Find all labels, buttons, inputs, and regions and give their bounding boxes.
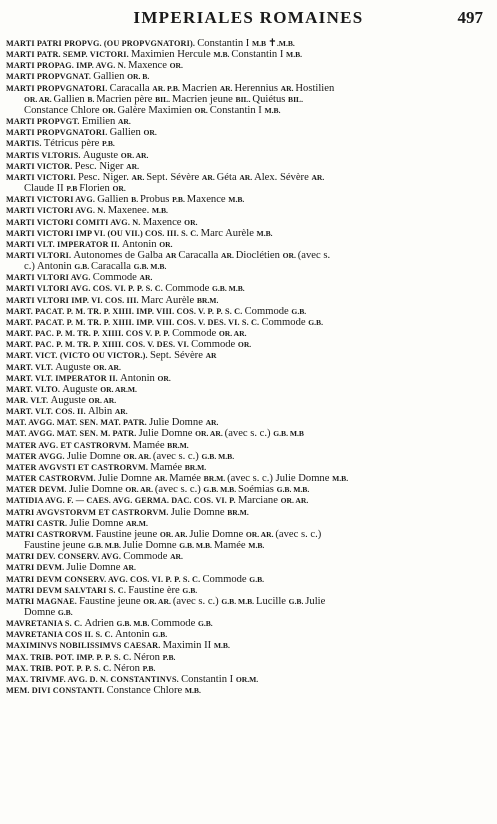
metal-code: AR. xyxy=(123,563,136,573)
entry-line xyxy=(6,239,489,250)
attribution-text: Maxence xyxy=(142,216,185,228)
attribution-text: (avec s. c.) Julie Domne xyxy=(227,473,333,485)
attribution-text: Antonin xyxy=(120,372,158,384)
metal-code: OR. AR. xyxy=(24,94,54,104)
metal-code: G.B. xyxy=(308,317,324,327)
attribution-text: Adrien xyxy=(84,618,117,630)
entry-line xyxy=(6,116,489,127)
attribution-text: Sept. Sévère xyxy=(149,350,206,362)
entry-line xyxy=(6,495,489,506)
entry-line xyxy=(6,49,489,60)
metal-code: G.B. xyxy=(152,630,168,640)
metal-code: G.B. M.B. xyxy=(179,541,214,551)
entry-line xyxy=(6,428,489,439)
metal-code: AR. xyxy=(170,552,183,562)
attribution-text: Mamée xyxy=(132,439,168,451)
attribution-text: Lucille xyxy=(255,595,289,607)
legend-text: MARTI PROPAG. IMP. AVG. N. xyxy=(6,61,129,71)
legend-text: MATER CASTRORVM. xyxy=(6,474,98,484)
entry-continuation xyxy=(6,94,489,105)
legend-text: MART. PAC. P. M. TR. P. XIIII. COS. V. DES. VI. xyxy=(6,340,192,350)
legend-text: MARTI VLTORI AVG. xyxy=(6,273,93,283)
entry-line xyxy=(6,250,489,261)
legend-text: MAX. TRIB. POT. P. P. S. C. xyxy=(6,663,114,673)
metal-code: M.B. xyxy=(213,50,232,60)
page-title: IMPERIALES ROMAINES xyxy=(133,8,364,27)
entries-list xyxy=(6,38,489,696)
legend-text: MATRI AVGVSTORVM ET CASTRORVM. xyxy=(6,507,171,517)
metal-code: OR. xyxy=(102,105,118,115)
metal-code: OR. AR. xyxy=(88,396,117,405)
entry-line xyxy=(6,194,489,205)
entry-line xyxy=(6,71,489,82)
attribution-text: Mamée xyxy=(169,473,204,485)
attribution-text: (avec s. c.) xyxy=(275,528,322,540)
legend-text: MARTI VLTORI. xyxy=(6,250,74,260)
metal-code: M.B. xyxy=(248,541,265,551)
metal-code: OR. AR.M. xyxy=(100,384,137,394)
entry-line xyxy=(6,138,489,149)
entry-line xyxy=(6,440,489,451)
entry-line xyxy=(6,451,489,462)
metal-code: OR. AR. xyxy=(245,529,276,539)
metal-code: G.B. M.B. xyxy=(116,619,152,629)
legend-text: MARTI VICTORI AVG. N. xyxy=(6,206,108,216)
metal-code: OR. xyxy=(194,105,210,115)
attribution-text: Julie Domne xyxy=(66,562,124,574)
legend-text: MART. PACAT. P. M. TR. P. XIIII. IMP. VIII. COS. V. P. P. S. C. xyxy=(6,306,245,316)
entry-line xyxy=(6,473,489,484)
attribution-text: Albin xyxy=(88,406,115,418)
entry-line xyxy=(6,596,489,607)
legend-text: MARTI PROPVGT. xyxy=(6,117,82,127)
entry-line xyxy=(6,38,489,49)
attribution-text: c.) Antonin xyxy=(24,261,75,273)
attribution-text: Herennius xyxy=(234,82,281,94)
legend-text: MART. VLT. xyxy=(6,362,56,372)
attribution-text: Julie Domne xyxy=(69,517,126,529)
metal-code: G.B. M.B. xyxy=(276,485,310,495)
metal-code: G.B. M.B. xyxy=(133,262,167,272)
attribution-text: Macrien père xyxy=(96,93,156,105)
metal-code: G.B. M.B. xyxy=(201,451,235,461)
metal-code: OR. AR. xyxy=(195,429,225,439)
attribution-text: Constantin I xyxy=(197,38,252,49)
legend-text: MAXIMINVS NOBILISSIMVS CAESAR. xyxy=(6,641,163,651)
metal-code: G.B. M.B xyxy=(273,429,305,439)
legend-text: MATRI CASTR. xyxy=(6,518,70,528)
attribution-text: Julie Domne xyxy=(170,506,228,518)
metal-code: AR. xyxy=(126,161,139,171)
metal-code: AR. xyxy=(201,172,217,182)
entry-line xyxy=(6,507,489,518)
entry-line xyxy=(6,663,489,674)
legend-text: MARTI VLTORI AVG. COS. VI. P. P. S. C. xyxy=(6,284,166,294)
metal-code: BR.M. xyxy=(227,507,249,517)
attribution-text: Commode xyxy=(191,339,238,351)
metal-code: P.B xyxy=(66,184,80,194)
metal-code: AR. xyxy=(205,418,219,428)
metal-code: M.B. xyxy=(286,50,303,60)
metal-code: OR. xyxy=(157,373,171,383)
entry-line xyxy=(6,373,489,384)
attribution-text: Julie Domne xyxy=(138,428,196,440)
metal-code: AR xyxy=(165,250,179,260)
entry-continuation xyxy=(6,261,489,272)
attribution-text: Macrien jeune xyxy=(171,93,236,105)
attribution-text: Antonin xyxy=(115,629,153,641)
legend-text: MART. VICT. (VICTO OU VICTOR.). xyxy=(6,351,150,361)
metal-code: BR.M. xyxy=(167,440,189,450)
metal-code: AR. P.B. xyxy=(152,83,182,93)
metal-code: AR. xyxy=(139,273,153,283)
entry-line xyxy=(6,362,489,373)
attribution-text: Maximin II xyxy=(162,640,214,652)
entry-line xyxy=(6,150,489,161)
attribution-text: Auguste xyxy=(82,149,121,161)
entry-line xyxy=(6,529,489,540)
entry-line xyxy=(6,562,489,573)
attribution-text: Dioclétien xyxy=(235,249,283,261)
attribution-text: Constance Chlore xyxy=(24,104,103,116)
metal-code: AR. xyxy=(239,172,255,182)
legend-text: MART. PAC. P. M. TR. P. XIIII. COS V. P. P. xyxy=(6,329,173,339)
attribution-text: Pesc. Niger. xyxy=(77,171,132,183)
metal-code: G.B. M.B. xyxy=(203,485,239,495)
metal-code: M.B. xyxy=(256,228,273,238)
legend-text: MARTI VICTORI IMP VI. (OU VII.) COS. III. S. C. xyxy=(6,228,201,238)
metal-code: M.B. xyxy=(213,641,230,651)
metal-code: BIL. xyxy=(288,94,304,104)
attribution-text: Maxence xyxy=(128,60,170,72)
legend-text: MATRI MAGNAE. xyxy=(6,596,80,606)
entry-line xyxy=(6,83,489,94)
metal-code: AR. xyxy=(117,117,131,127)
metal-code: M.B. xyxy=(184,686,201,696)
metal-code: OR. AR. xyxy=(280,496,309,506)
metal-code: OR. xyxy=(143,128,157,138)
entry-line xyxy=(6,462,489,473)
metal-code: .M.B. xyxy=(276,39,295,48)
attribution-text: Probus xyxy=(140,194,173,206)
attribution-text: Marc Aurèle xyxy=(140,294,197,306)
entry-line xyxy=(6,652,489,663)
entry-line xyxy=(6,127,489,138)
entry-line xyxy=(6,518,489,529)
legend-text: MARTI PROPVGNATORI. xyxy=(6,128,110,138)
entry-line xyxy=(6,283,489,294)
legend-text: MATIDIA AVG. F. — CAES. AVG. GERMA. DAC. COS. VI. P. xyxy=(6,496,238,506)
metal-code: G.B. xyxy=(288,596,306,606)
attribution-text: Caracalla xyxy=(178,249,222,261)
entry-continuation xyxy=(6,607,489,618)
entry-line xyxy=(6,685,489,696)
attribution-text: Commode xyxy=(92,272,140,284)
metal-code: OR. B. xyxy=(127,72,150,82)
attribution-text: Constance Chlore xyxy=(106,685,185,697)
legend-text: MARTI PATR. SEMP. VICTORI. xyxy=(6,50,131,60)
attribution-text: Julie Domne xyxy=(66,450,124,462)
metal-code: OR. xyxy=(169,61,183,71)
attribution-text: Mamée xyxy=(213,540,249,552)
metal-code: AR. xyxy=(221,250,236,260)
attribution-text: Marc Aurèle xyxy=(200,227,257,239)
entry-line xyxy=(6,629,489,640)
metal-code: OR. AR. xyxy=(120,150,149,160)
entry-line xyxy=(6,161,489,172)
attribution-text: Autonomes de Galba xyxy=(73,249,166,261)
legend-text: MATRI CASTRORVM. xyxy=(6,529,96,539)
attribution-text: Maxenee. xyxy=(107,205,152,217)
legend-text: MARTI PROPVGNATORI. xyxy=(6,83,110,93)
entry-line xyxy=(6,574,489,585)
entry-continuation xyxy=(6,540,489,551)
attribution-text: (avec s. xyxy=(297,249,331,261)
legend-text: MATER AVG. ET CASTRORVM. xyxy=(6,440,133,450)
legend-text: MARTIS VLTORIS. xyxy=(6,150,83,160)
legend-text: MARTIS. xyxy=(6,139,44,149)
entry-line xyxy=(6,295,489,306)
metal-code: M.B. xyxy=(151,206,168,216)
legend-text: MARTI VICTORI. xyxy=(6,172,78,182)
attribution-text: Constantin I xyxy=(231,49,287,61)
attribution-text: Commode xyxy=(244,305,292,317)
metal-code: OR. AR. xyxy=(93,362,121,372)
entry-line xyxy=(6,205,489,216)
metal-code: BR.M. xyxy=(184,462,207,472)
attribution-text: Macrien xyxy=(181,82,220,94)
legend-text: MART. VLT. IMPERATOR II. xyxy=(6,373,121,383)
entry-line xyxy=(6,317,489,328)
metal-code: G.B. M.B. xyxy=(221,596,256,606)
attribution-text: Hostilien xyxy=(295,82,335,94)
attribution-text: Commode xyxy=(165,283,212,295)
entry-continuation xyxy=(6,105,489,116)
attribution-text: Gallien xyxy=(93,71,128,83)
legend-text: MAT. AVGG. MAT. SEN. MAT. PATR. xyxy=(6,418,150,428)
metal-code: G.B. M.B. xyxy=(212,284,245,294)
metal-code: BR.M. xyxy=(203,474,228,484)
attribution-text: Julie xyxy=(305,595,326,607)
metal-code: BR.M. xyxy=(196,295,219,305)
attribution-text: Pesc. Niger xyxy=(74,160,127,172)
metal-code: OR. AR. xyxy=(143,596,173,606)
metal-code: OR. AR. xyxy=(125,485,155,495)
entry-line xyxy=(6,585,489,596)
attribution-text: Sept. Sévère xyxy=(146,171,202,183)
entry-line xyxy=(6,640,489,651)
attribution-text: Auguste xyxy=(62,383,101,395)
attribution-text: Galère Maximien xyxy=(117,104,195,116)
metal-code: M.B. xyxy=(264,105,281,115)
metal-code: BIL. xyxy=(235,94,253,104)
attribution-text: (avec s. c.) xyxy=(154,484,204,496)
entry-line xyxy=(6,674,489,685)
attribution-text: Tétricus père xyxy=(43,138,103,150)
attribution-text: Gallien xyxy=(97,194,132,206)
entry-line xyxy=(6,551,489,562)
attribution-text: Emilien xyxy=(81,116,118,128)
attribution-text: Alex. Sévère xyxy=(254,171,312,183)
metal-code: P.B. xyxy=(142,663,156,673)
entry-line xyxy=(6,339,489,350)
legend-text: MAX. TRIVMF. AVG. D. N. CONSTANTINVS. xyxy=(6,674,182,684)
entry-line xyxy=(6,172,489,183)
metal-code: P.B. xyxy=(172,195,187,205)
attribution-text: Maxence xyxy=(186,194,229,206)
entry-line xyxy=(6,217,489,228)
attribution-text: Commode xyxy=(123,551,171,563)
attribution-text: Domne xyxy=(24,606,58,618)
attribution-text: Mamée xyxy=(150,461,185,473)
attribution-text: Commode xyxy=(261,316,309,328)
attribution-text: Claude II xyxy=(24,183,67,195)
legend-text: MARTI PATRI PROPVG. (OU PROPVGNATORI). xyxy=(6,39,198,48)
legend-text: MATRI DEV. CONSERV. AVG. xyxy=(6,552,124,562)
entry-line xyxy=(6,406,489,417)
entry-line xyxy=(6,60,489,71)
entry-line xyxy=(6,328,489,339)
attribution-text: Maximien Hercule xyxy=(131,49,214,61)
legend-text: MARTI VICTOR. xyxy=(6,161,75,171)
attribution-text: Constantin I xyxy=(209,104,265,116)
attribution-text: Julie Domne xyxy=(189,528,246,540)
attribution-text: Auguste xyxy=(55,361,94,373)
page-header xyxy=(0,6,497,30)
attribution-text: Faustine jeune xyxy=(95,528,160,540)
entry-line xyxy=(6,350,489,361)
attribution-text: Antonin xyxy=(121,238,160,250)
metal-code: OR. xyxy=(159,239,173,249)
metal-code: OR.M. xyxy=(235,674,259,684)
entry-line xyxy=(6,306,489,317)
metal-code: G.B. xyxy=(74,262,91,272)
metal-code: OR. xyxy=(184,217,198,227)
entry-line xyxy=(6,484,489,495)
entry-line xyxy=(6,228,489,239)
metal-code: AR. xyxy=(311,172,325,182)
attribution-text: Marciane xyxy=(237,495,281,507)
metal-code: G.B. xyxy=(291,306,307,316)
attribution-text: Commode xyxy=(151,618,198,630)
legend-text: MAVRETANIA S. C. xyxy=(6,619,85,629)
metal-code: M.B. xyxy=(332,474,349,484)
attribution-text: Faustine jeune xyxy=(79,595,144,607)
metal-code: OR. xyxy=(237,340,252,350)
legend-text: MEM. DIVI CONSTANTI. xyxy=(6,686,107,696)
attribution-text: ✝ xyxy=(267,38,277,49)
metal-code: B. xyxy=(87,94,97,104)
legend-text: MATER DEVM. xyxy=(6,485,69,495)
page-number: 497 xyxy=(457,8,483,27)
attribution-text: Caracalla xyxy=(91,261,134,273)
entry-line xyxy=(6,395,489,406)
metal-code: M.B. xyxy=(228,195,245,205)
metal-code: M.B xyxy=(251,39,268,48)
attribution-text: Néron xyxy=(113,662,143,674)
metal-code: G.B. xyxy=(249,574,265,584)
legend-text: MART. VLTO. xyxy=(6,384,63,394)
metal-code: P.B. xyxy=(102,139,115,149)
attribution-text: Faustine ère xyxy=(128,584,183,596)
metal-code: G.B. xyxy=(197,619,213,629)
metal-code: G.B. xyxy=(57,607,73,617)
attribution-text: Commode xyxy=(172,328,219,340)
attribution-text: Faustine jeune xyxy=(24,540,89,552)
legend-text: MART. PACAT. P. M. TR. P. XIIII. IMP. VIII. COS. V. DES. VI. S. C. xyxy=(6,317,262,327)
metal-code: OR. AR. xyxy=(218,329,247,339)
attribution-text: Commode xyxy=(202,573,250,585)
attribution-text: Géta xyxy=(216,171,240,183)
metal-code: AR. xyxy=(154,474,170,484)
attribution-text: Julie Domne xyxy=(122,540,180,552)
legend-text: MATRI DEVM SALVTARI S. C. xyxy=(6,585,129,595)
metal-code: OR. AR. xyxy=(123,451,153,461)
legend-text: MATRI DEVM CONSERV. AVG. COS. VI. P. P. S. C. xyxy=(6,574,203,584)
metal-code: AR. xyxy=(219,83,235,93)
entry-line xyxy=(6,417,489,428)
entry-line xyxy=(6,272,489,283)
metal-code: B. xyxy=(131,195,140,205)
metal-code: AR xyxy=(205,351,217,361)
legend-text: MATRI DEVM. xyxy=(6,563,67,573)
attribution-text: Gallien xyxy=(109,127,144,139)
attribution-text: Néron xyxy=(133,651,163,663)
attribution-text: Quiétus xyxy=(252,93,289,105)
attribution-text: Julie Domne xyxy=(68,484,126,496)
attribution-text: Julie Domne xyxy=(97,473,155,485)
legend-text: MART. VLT. COS. II. xyxy=(6,407,89,417)
entry-line xyxy=(6,618,489,629)
metal-code: OR. xyxy=(282,250,298,260)
legend-text: MAVRETANIA COS II. S. C. xyxy=(6,630,115,640)
legend-text: MARTI VLTORI IMP. VI. COS. III. xyxy=(6,295,141,305)
attribution-text: Auguste xyxy=(50,395,89,406)
metal-code: G.B. M.B. xyxy=(88,541,123,551)
legend-text: MARTI VICTORI COMITI AVG. N. xyxy=(6,217,143,227)
metal-code: G.B. xyxy=(182,585,198,595)
attribution-text: Soémias xyxy=(238,484,277,496)
attribution-text: Julie Domne xyxy=(149,417,206,429)
metal-code: P.B. xyxy=(162,652,176,662)
attribution-text: (avec s. c.) xyxy=(152,450,202,462)
metal-code: AR. xyxy=(114,407,128,417)
legend-text: MARTI VICTORI AVG. xyxy=(6,195,98,205)
legend-text: MATER AVGVSTI ET CASTRORVM. xyxy=(6,462,151,472)
attribution-text: (avec s. c.) xyxy=(172,595,222,607)
metal-code: OR. xyxy=(112,184,126,194)
metal-code: AR. xyxy=(131,172,147,182)
legend-text: MAT. AVGG. MAT. SEN. M. PATR. xyxy=(6,429,139,439)
metal-code: OR. AR. xyxy=(159,529,190,539)
legend-text: MATER AVGG. xyxy=(6,451,67,461)
metal-code: AR.M. xyxy=(125,518,148,528)
metal-code: BIL. xyxy=(155,94,172,104)
attribution-text: (avec s. c.) xyxy=(224,428,274,440)
metal-code: AR. xyxy=(280,83,296,93)
legend-text: MAR. VLT. xyxy=(6,396,51,405)
legend-text: MARTI VLT. IMPERATOR II. xyxy=(6,239,122,249)
attribution-text: Caracalla xyxy=(109,82,153,94)
attribution-text: Constantin I xyxy=(181,673,236,685)
entry-continuation xyxy=(6,183,489,194)
entry-line xyxy=(6,384,489,395)
attribution-text: Florien xyxy=(79,183,113,195)
attribution-text: Gallien xyxy=(53,93,88,105)
legend-text: MAX. TRIB. POT. IMP. P. P. S. C. xyxy=(6,652,134,662)
legend-text: MARTI PROPVGNAT. xyxy=(6,72,94,82)
